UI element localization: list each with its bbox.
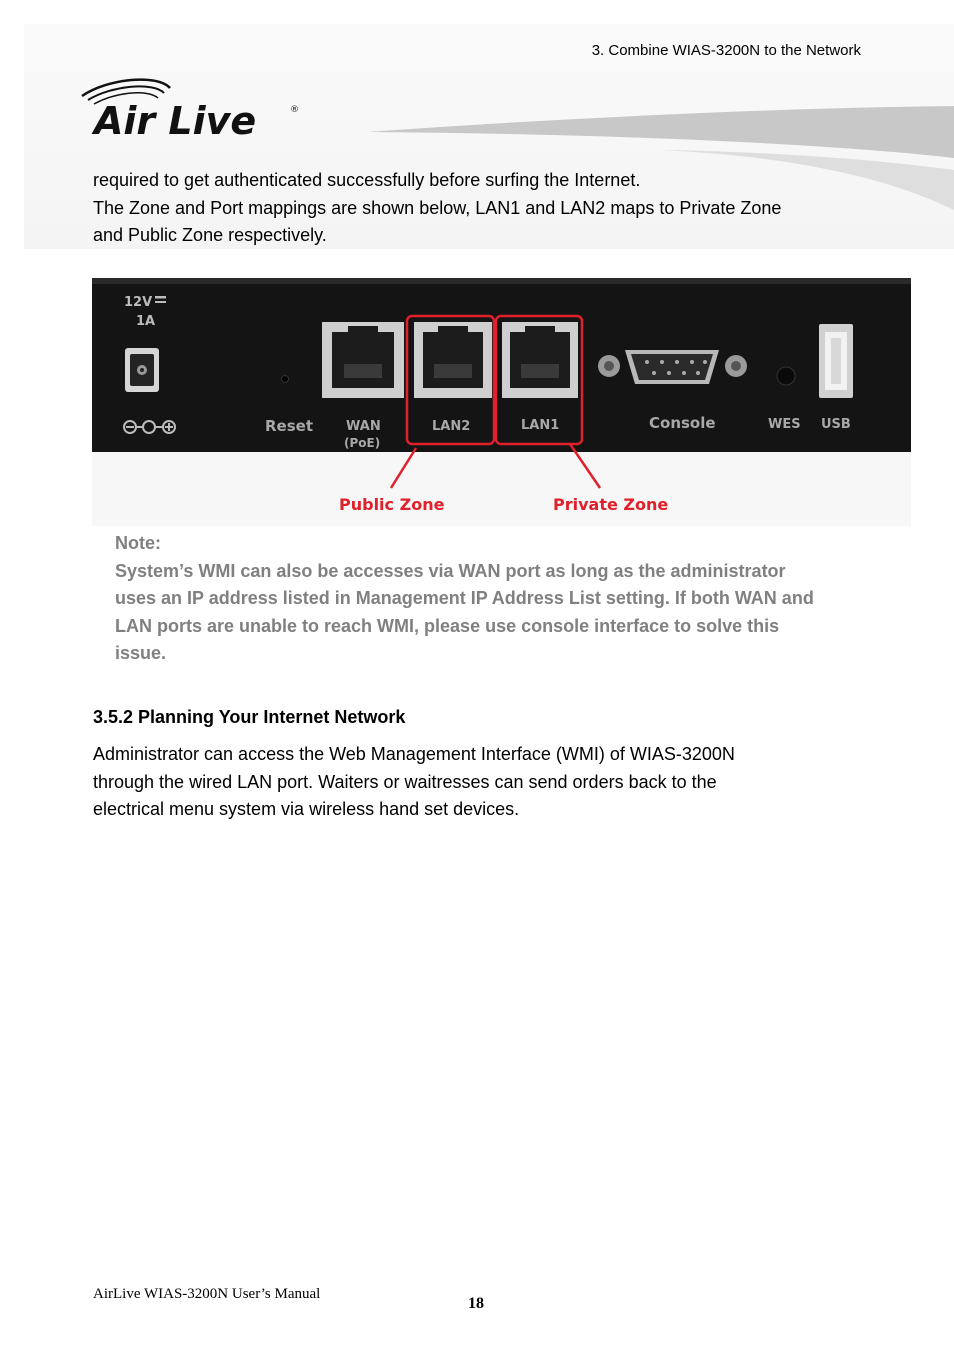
section-paragraph [93, 741, 893, 824]
intro-line-1: required to get authenticated successfully before surfing the Internet. [93, 170, 641, 190]
logo-registered: ® [290, 105, 299, 115]
console-port [598, 350, 747, 384]
usb-port [819, 324, 853, 398]
section-line-3: electrical menu system via wireless hand set devices. [93, 799, 520, 819]
lan1-port [502, 322, 578, 398]
power-voltage-label: 12V [124, 295, 153, 310]
section-line-2: through the wired LAN port. Waiters or waitresses can send orders back to the [93, 771, 717, 792]
usb-label: USB [821, 417, 851, 432]
wes-button [777, 367, 795, 385]
airlive-logo [78, 74, 308, 140]
intro-line-3: and Public Zone respectively. [93, 225, 327, 245]
footer-page-number: 18 [468, 1295, 484, 1312]
wes-label: WES [768, 417, 801, 432]
note-line-2: uses an IP address listed in Management IP Address List setting. If both WAN and [115, 588, 814, 608]
public-zone-pointer [391, 448, 416, 488]
intro-paragraph [93, 167, 893, 250]
polarity-icon [124, 421, 175, 433]
section-line-1: Administrator can access the Web Management Interface (WMI) of WIAS-3200N [93, 744, 735, 764]
wan-label: WAN [346, 419, 381, 434]
poe-label: (PoE) [344, 436, 381, 450]
public-zone-label: Public Zone [339, 495, 445, 514]
logo-text: Air Live [94, 99, 257, 140]
intro-line-2: The Zone and Port mappings are shown below, LAN1 and LAN2 maps to Private Zone [93, 197, 782, 218]
wan-port [322, 322, 404, 398]
console-label: Console [649, 414, 716, 432]
power-current-label: 1A [136, 314, 156, 329]
note-title: Note: [115, 533, 161, 553]
reset-pinhole [282, 376, 289, 383]
note-line-4: issue. [115, 643, 167, 663]
reset-label: Reset [265, 417, 313, 435]
section-heading: 3.5.2 Planning Your Internet Network [93, 707, 406, 727]
note-line-1: System’s WMI can also be accesses via WAN port as long as the administrator [115, 560, 786, 581]
private-zone-pointer [570, 444, 600, 488]
lan2-label: LAN2 [432, 419, 471, 434]
footer-manual-title: AirLive WIAS-3200N User’s Manual [93, 1286, 321, 1302]
lan2-port [414, 322, 492, 398]
private-zone-label: Private Zone [553, 495, 669, 514]
running-header: 3. Combine WIAS-3200N to the Network [591, 42, 861, 59]
note-block [115, 530, 875, 668]
note-line-3: LAN ports are unable to reach WMI, please use console interface to solve this [115, 615, 780, 636]
device-panel-diagram [92, 278, 911, 526]
lan1-label: LAN1 [521, 418, 560, 433]
